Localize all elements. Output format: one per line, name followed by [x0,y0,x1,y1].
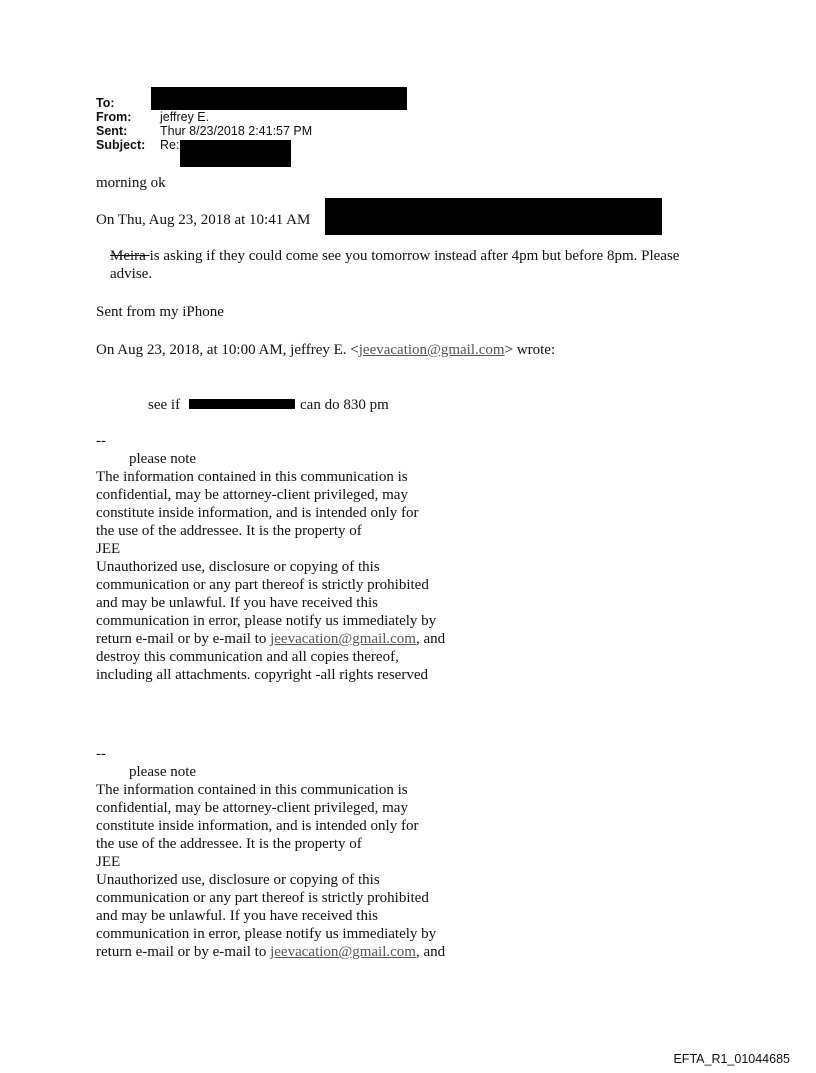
disclaimer-please-note: please note [129,451,197,467]
sent-label: Sent: [96,124,128,138]
disclaimer-text: return e-mail or by e-mail to [96,631,271,647]
disclaimer-dashes: -- [96,746,106,762]
disclaimer-please-note: please note [129,764,197,780]
disclaimer-line: Unauthorized use, disclosure or copying of this [96,872,380,888]
quote1-intro: On Thu, Aug 23, 2018 at 10:41 AM [96,212,311,228]
disclaimer-line [96,630,556,648]
quote1-text-b: advise. [110,266,153,282]
disclaimer-line: the use of the addressee. It is the property of [96,836,362,852]
quote2-intro-before: On Aug 23, 2018, at 10:00 AM, jeffrey E. < [96,342,359,358]
redaction-quote1-sender [325,198,662,235]
disclaimer-line: The information contained in this communication is [96,469,408,485]
disclaimer-line: communication in error, please notify us immediately by [96,613,437,629]
subject-label: Subject: [96,138,146,152]
to-label: To: [96,96,115,110]
disclaimer-block-2 [96,745,556,961]
quote1-body [110,247,750,283]
quote2-text-b: can do 830 pm [300,397,389,413]
subject-value: Re: [160,138,180,152]
from-label: From: [96,110,132,124]
disclaimer-line: and may be unlawful. If you have received this [96,595,378,611]
redaction-subject [180,140,291,167]
disclaimer-line: The information contained in this communication is [96,782,408,798]
disclaimer-email-link[interactable]: jeevacation@gmail.com [270,944,416,960]
disclaimer-text: return e-mail or by e-mail to [96,944,271,960]
disclaimer-line: confidential, may be attorney-client privileged, may [96,800,408,816]
disclaimer-line: communication or any part thereof is strictly prohibited [96,577,429,593]
from-value: jeffrey E. [160,110,210,124]
disclaimer-line: confidential, may be attorney-client privileged, may [96,487,408,503]
disclaimer-line: including all attachments. copyright -all rights reserved [96,667,428,683]
disclaimer-line: constitute inside information, and is intended only for [96,818,419,834]
sent-value: Thur 8/23/2018 2:41:57 PM [160,124,313,138]
struck-name: Meira [110,248,150,264]
reply-text: morning ok [96,175,166,191]
disclaimer-line: the use of the addressee. It is the property of [96,523,362,539]
disclaimer-line: JEE [96,541,121,557]
quote2-text-a: see if [148,397,181,413]
disclaimer-email-link[interactable]: jeevacation@gmail.com [270,631,416,647]
disclaimer-line: destroy this communication and all copies thereof, [96,649,399,665]
disclaimer-line: constitute inside information, and is intended only for [96,505,419,521]
document-id: EFTA_R1_01044685 [673,1052,790,1066]
quote2-intro-after: > wrote: [504,342,556,358]
disclaimer-block-1 [96,432,556,684]
signature: Sent from my iPhone [96,304,224,320]
disclaimer-line: and may be unlawful. If you have received this [96,908,378,924]
disclaimer-line: communication or any part thereof is strictly prohibited [96,890,429,906]
disclaimer-line [96,943,556,961]
redaction-to [151,87,407,110]
disclaimer-line: Unauthorized use, disclosure or copying of this [96,559,380,575]
quote1-text-a: is asking if they could come see you tomorrow instead after 4pm but before 8pm. Please [149,248,680,264]
redaction-names [189,399,295,409]
disclaimer-line: communication in error, please notify us immediately by [96,926,437,942]
quote2-intro [96,341,555,359]
disclaimer-text: , and [415,631,446,647]
disclaimer-dashes: -- [96,433,106,449]
disclaimer-line: JEE [96,854,121,870]
sender-email-link[interactable]: jeevacation@gmail.com [358,342,505,358]
disclaimer-text: , and [415,944,446,960]
